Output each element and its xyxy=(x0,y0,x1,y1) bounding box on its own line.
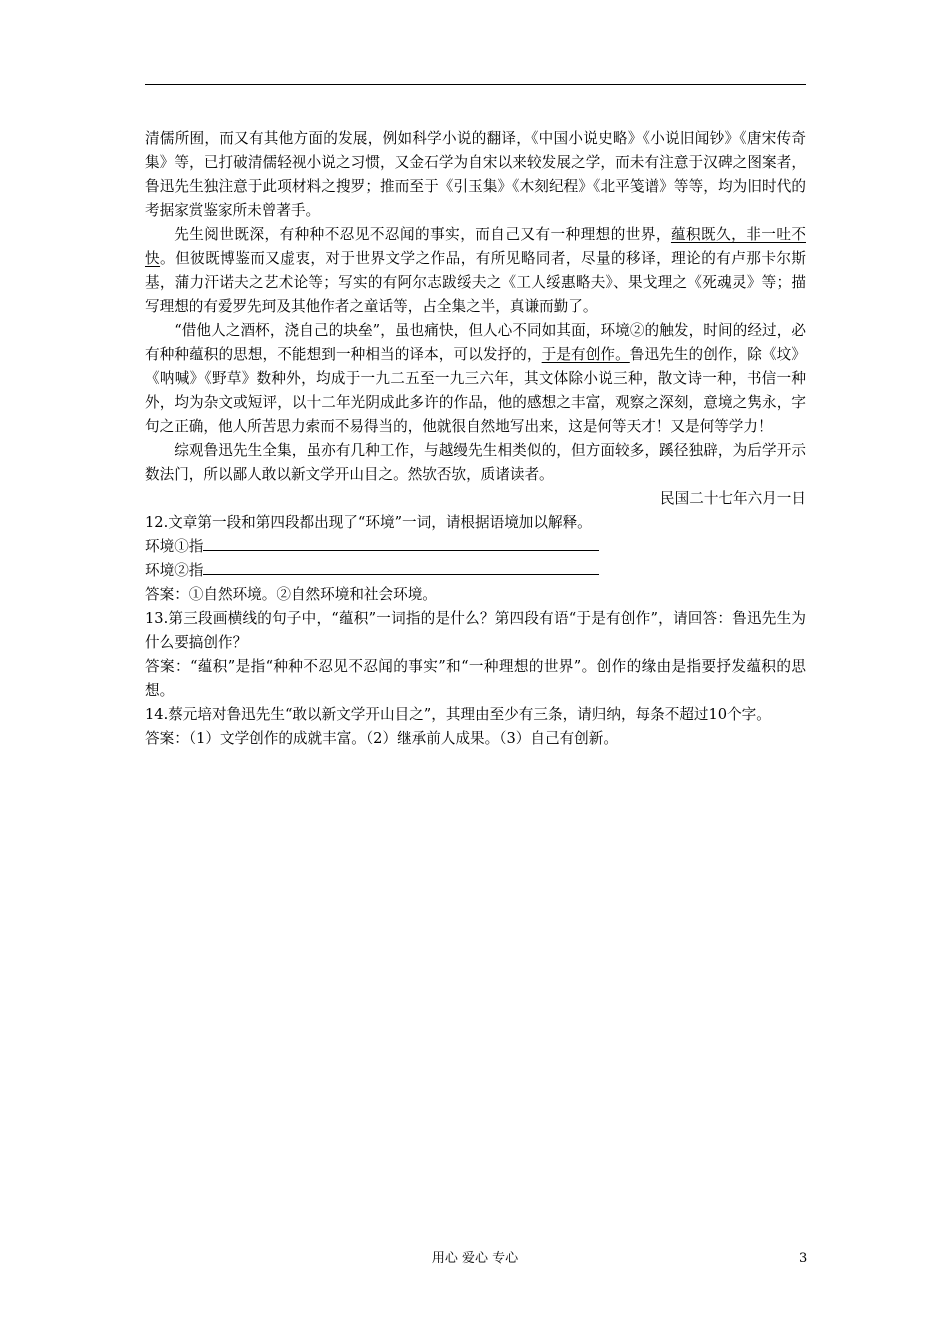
passage-paragraph-2 xyxy=(145,223,806,319)
question-13-answer: 答案：“蕴积”是指“种种不忍见不忍闻的事实”和“一种理想的世界”。创作的缘由是指要抒发蕴积的思想。 xyxy=(145,658,806,699)
footer-motto: 用心 爱心 专心 xyxy=(431,1251,519,1266)
paragraph-2-text-before: 先生阅世既深，有种种不忍见不忍闻的事实，而自己又有一种理想的世界， xyxy=(174,226,671,243)
answer-blank-2[interactable] xyxy=(203,560,599,575)
answer-blank-1[interactable] xyxy=(203,536,599,551)
question-13 xyxy=(145,607,806,703)
question-13-prompt: 13.第三段画横线的句子中，“蕴积”一词指的是什么？第四段有语“于是有创作”，请回答：鲁迅先生为什么要搞创作？ xyxy=(145,610,806,651)
document-body xyxy=(145,127,806,751)
paragraph-3-text-before: “借他人之酒杯，浇自己的块垒”，虽也痛快，但人心不同如其面，环境②的触发，时间的经过，必有种种蕴积的思想，不能想到一种相当的译本，可以发抒的， xyxy=(145,322,806,363)
question-12-answer: 答案：①自然环境。②自然环境和社会环境。 xyxy=(145,586,437,603)
question-14-answer: 答案：（1）文学创作的成就丰富。（2）继承前人成果。（3）自己有创新。 xyxy=(145,730,618,747)
underlined-phrase-chuangzuo: 于是有创作。 xyxy=(541,346,630,363)
question-14 xyxy=(145,703,806,751)
passage-date: 民国二十七年六月一日 xyxy=(660,490,806,507)
question-12-prompt: 12.文章第一段和第四段都出现了“环境”一词，请根据语境加以解释。 xyxy=(145,514,592,531)
question-12-blank-1 xyxy=(145,535,806,559)
passage-paragraph-1: 清儒所囿，而又有其他方面的发展，例如科学小说的翻译，《中国小说史略》《小说旧闻钞》《唐宋传奇集》等，已打破清儒轻视小说之习惯，又金石学为自宋以来较发展之学，而未有注意于汉碑之图案者，鲁迅先生独注意于此项材料之搜罗；推而至于《引玉集》《木刻纪程》《北平笺谱》等等，均为旧时代的考据家赏鉴家所未曾著手。 xyxy=(145,130,806,219)
question-12 xyxy=(145,511,806,607)
question-14-prompt: 14.蔡元培对鲁迅先生“敢以新文学开山目之”，其理由至少有三条，请归纳，每条不超过10个字。 xyxy=(145,706,771,723)
underlined-sentence-yunji: 蕴积既久，非一吐不快 xyxy=(145,226,806,267)
paragraph-2-text-after: 。但彼既博鉴而又虚衷，对于世界文学之作品，有所见略同者，尽量的移译，理论的有卢那卡尔斯基，蒲力汗诺夫之艺术论等；写实的有阿尔志跋绥夫之《工人绥惠略夫》、果戈理之《死魂灵》等；描写理想的有爱罗先珂及其他作者之童话等，占全集之半，真谦而勤了。 xyxy=(145,250,806,315)
passage-paragraph-3 xyxy=(145,319,806,439)
blank-2-label: 环境②指 xyxy=(145,562,204,579)
question-12-blank-2 xyxy=(145,559,806,583)
page-number: 3 xyxy=(799,1251,808,1266)
blank-1-label: 环境①指 xyxy=(145,538,204,555)
paragraph-3-text-after: 鲁迅先生的创作，除《坟》《呐喊》《野草》数种外，均成于一九二五至一九三六年，其文体除小说三种，散文诗一种，书信一种外，均为杂文或短评，以十二年光阴成此多许的作品，他的感想之丰富，观察之深刻，意境之隽永，字句之正确，他人所苦思力索而不易得当的，他就很自然地写出来，这是何等天才！又是何等学力！ xyxy=(145,346,806,435)
passage-paragraph-4: 综观鲁迅先生全集，虽亦有几种工作，与越缦先生相类似的，但方面较多，蹊径独辟，为后学开示数法门，所以鄙人敢以新文学开山目之。然欤否欤，质诸读者。 xyxy=(145,442,806,483)
header-rule xyxy=(145,84,806,85)
